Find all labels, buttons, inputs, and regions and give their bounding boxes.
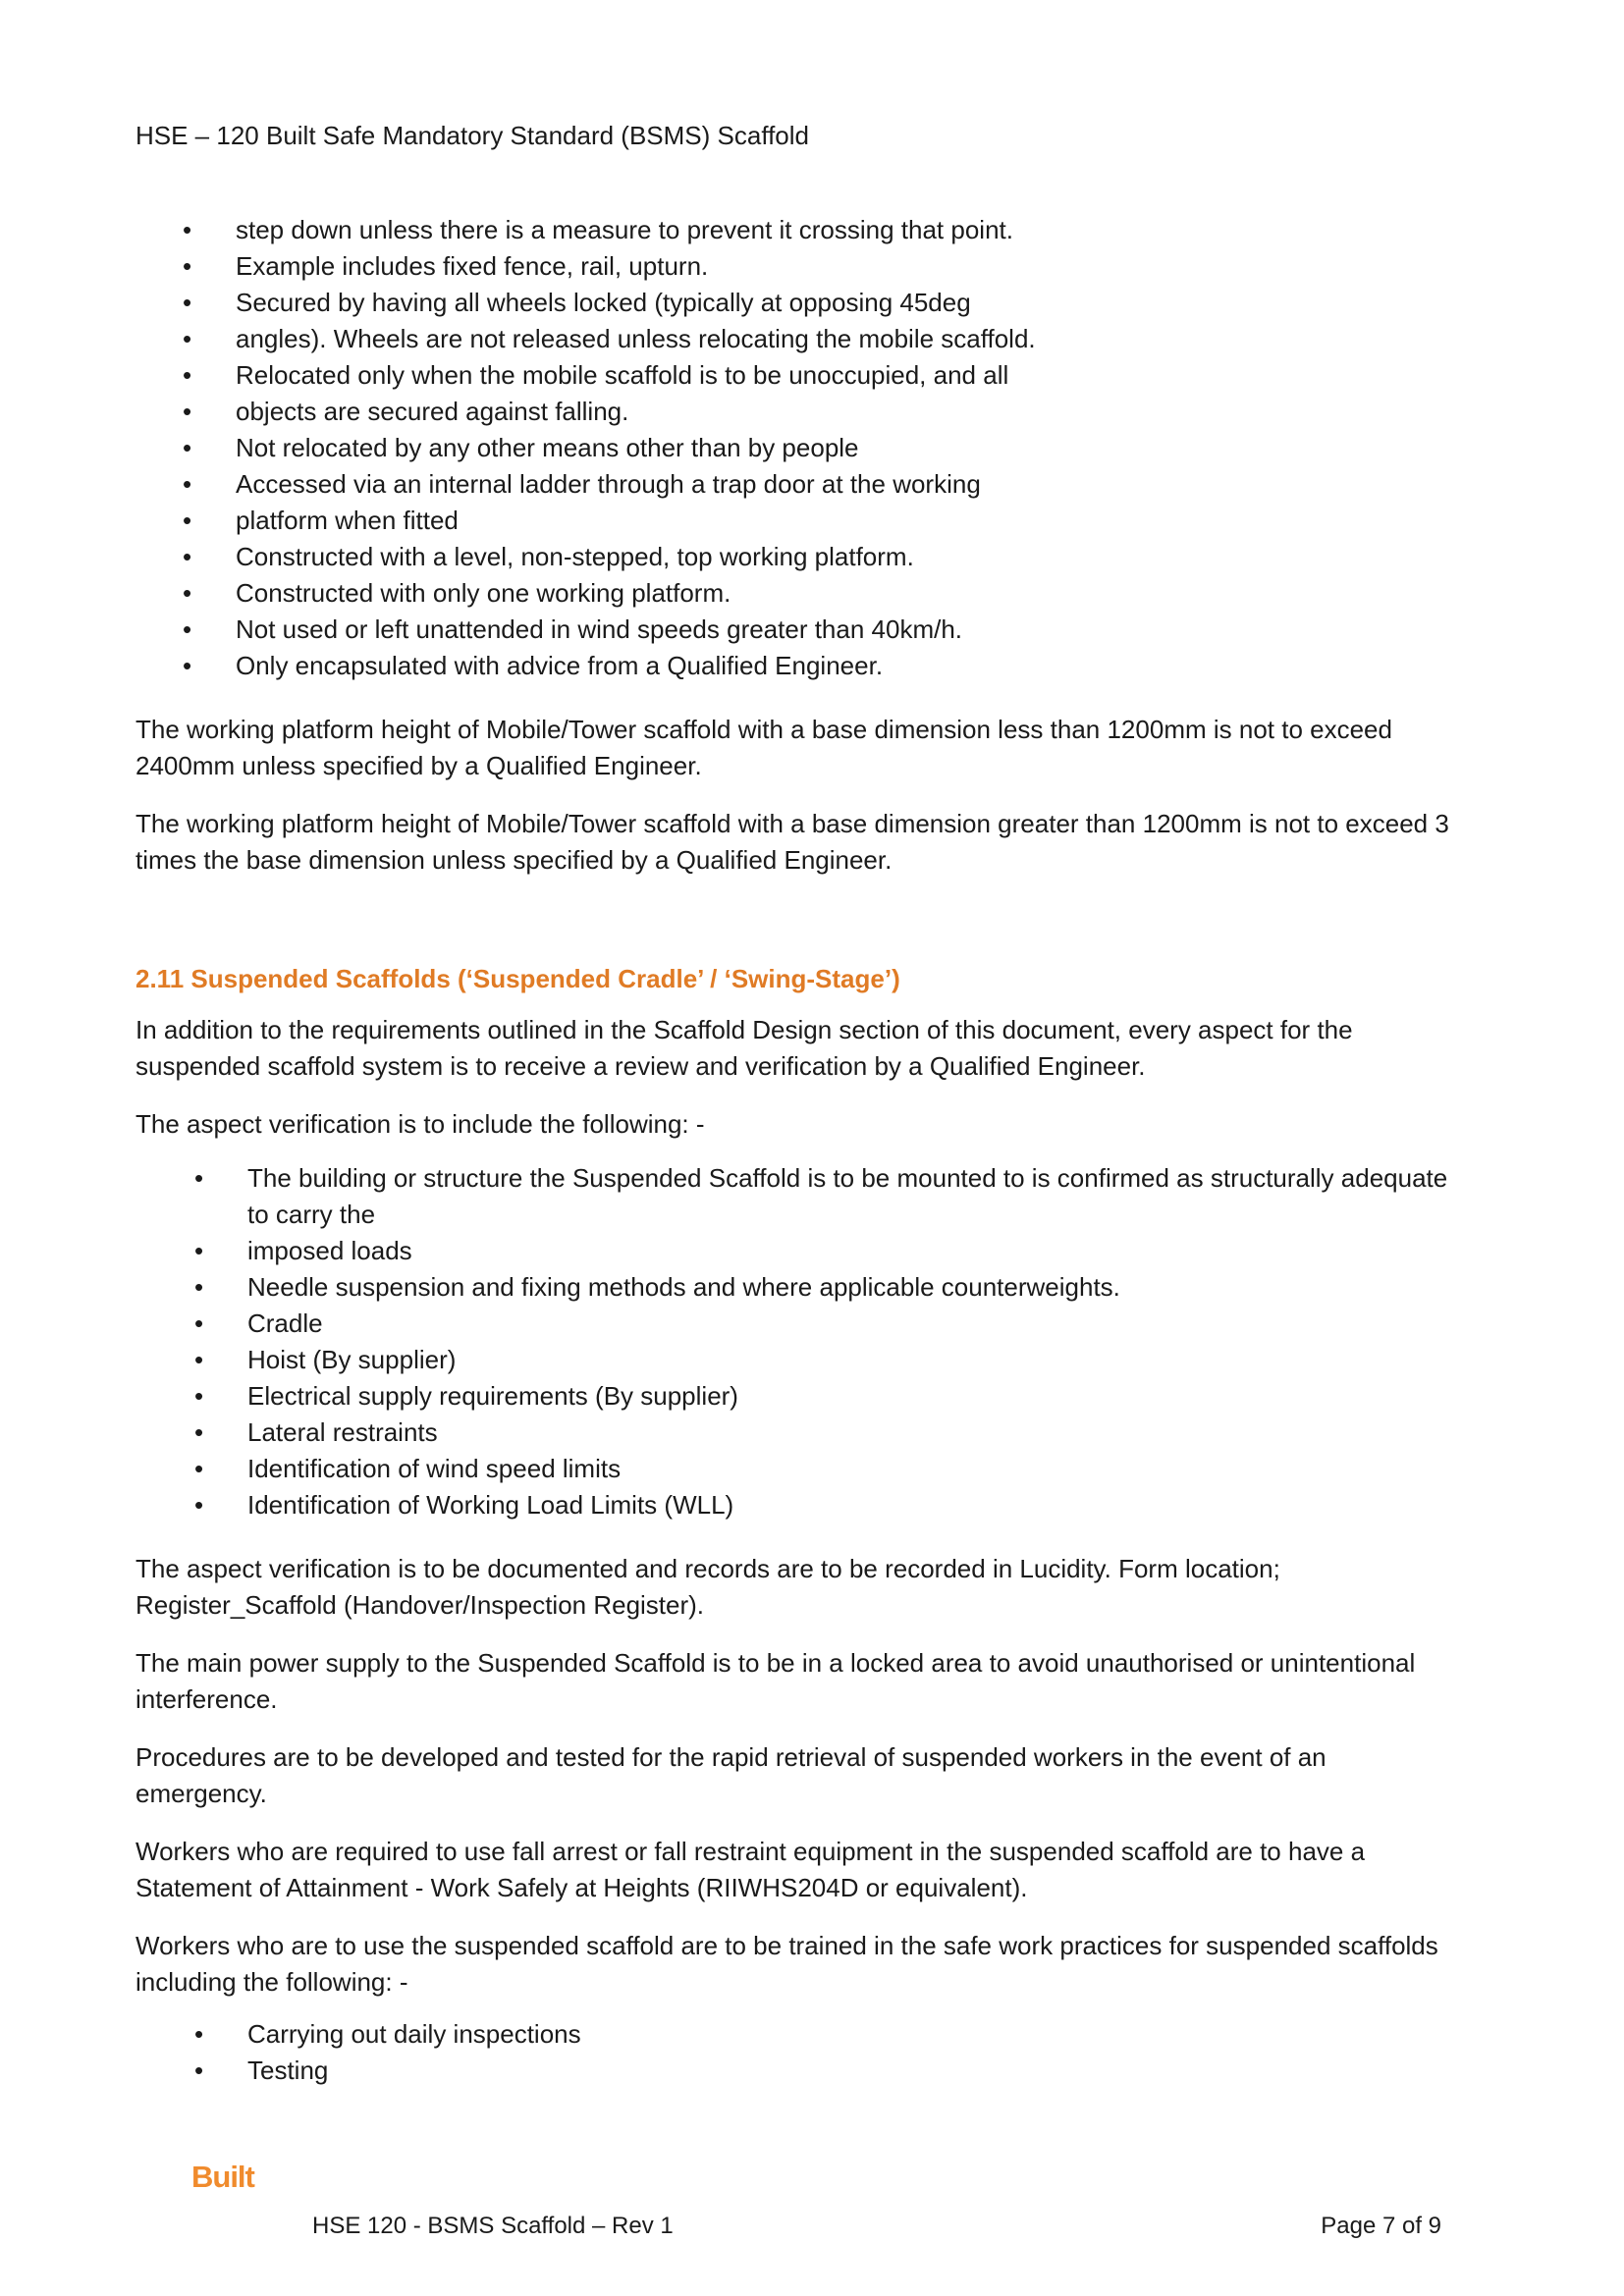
page-header-title: HSE – 120 Built Safe Mandatory Standard (BSMS) Scaffold	[135, 121, 809, 150]
list-item-text: Not relocated by any other means other than by people	[236, 433, 859, 462]
list-item	[135, 1487, 1451, 1523]
bullet-icon: •	[194, 1454, 204, 1483]
list-item	[135, 430, 1451, 466]
list-item-text: step down unless there is a measure to prevent it crossing that point.	[236, 215, 1013, 244]
paragraph-retrieval-procedures: Procedures are to be developed and tested for the rapid retrieval of suspended workers in the event of an emergency.	[135, 1742, 1326, 1808]
section-heading-suspended-scaffolds: 2.11 Suspended Scaffolds (‘Suspended Cradle’ / ‘Swing-Stage’)	[135, 964, 900, 993]
list-item	[135, 648, 1451, 684]
paragraph-aspect-intro: The aspect verification is to include the following: -	[135, 1109, 705, 1139]
bullet-icon: •	[194, 1417, 204, 1447]
paragraph-documentation: The aspect verification is to be documented and records are to be recorded in Lucidity. Form location; Register_Scaffold (Handover/Inspection Register).	[135, 1554, 1280, 1620]
list-item	[135, 575, 1451, 612]
paragraph-intro: In addition to the requirements outlined in the Scaffold Design section of this document, every aspect for the suspended scaffold system is to receive a review and verification by a Qualified Engineer.	[135, 1015, 1353, 1081]
list-item	[135, 1378, 1451, 1415]
list-item	[135, 503, 1451, 539]
bullet-icon: •	[183, 288, 192, 317]
list-item	[135, 1233, 1451, 1269]
list-item-text: Identification of wind speed limits	[247, 1454, 622, 1483]
list-item	[135, 1342, 1451, 1378]
list-item	[135, 248, 1451, 285]
list-item-text: Carrying out daily inspections	[247, 2019, 581, 2049]
list-item	[135, 357, 1451, 394]
list-item-text: Cradle	[247, 1308, 323, 1338]
training-list	[135, 2016, 1451, 2089]
list-item	[135, 394, 1451, 430]
bullet-icon: •	[183, 614, 192, 644]
list-item	[135, 1451, 1451, 1487]
bullet-icon: •	[183, 324, 192, 353]
list-item-text: Secured by having all wheels locked (typically at opposing 45deg	[236, 288, 971, 317]
list-item-text: Testing	[247, 2056, 329, 2085]
list-item-text: Only encapsulated with advice from a Qualified Engineer.	[236, 651, 884, 680]
list-item-text: objects are secured against falling.	[236, 397, 629, 426]
list-item	[135, 1415, 1451, 1451]
paragraph-base-greater-1200: The working platform height of Mobile/Tower scaffold with a base dimension greater than 1200mm is not to exceed 3 times the base dimension unless specified by a Qualified Engineer.	[135, 809, 1449, 875]
bullet-icon: •	[183, 542, 192, 571]
list-item	[135, 1306, 1451, 1342]
list-item-text: Identification of Working Load Limits (WLL)	[247, 1490, 734, 1520]
list-item-text: angles). Wheels are not released unless relocating the mobile scaffold.	[236, 324, 1036, 353]
document-body	[135, 212, 1451, 2089]
list-item	[135, 285, 1451, 321]
paragraph-training: Workers who are to use the suspended scaffold are to be trained in the safe work practices for suspended scaffolds including the following: -	[135, 1931, 1438, 1997]
aspect-verification-list	[135, 1160, 1451, 1523]
list-item-text: Hoist (By supplier)	[247, 1345, 457, 1374]
list-item-text: Constructed with only one working platform.	[236, 578, 731, 608]
bullet-icon: •	[183, 251, 192, 281]
list-item	[135, 1269, 1451, 1306]
list-item-text: Not used or left unattended in wind speeds greater than 40km/h.	[236, 614, 963, 644]
list-item	[135, 1160, 1451, 1233]
list-item	[135, 539, 1451, 575]
list-item	[135, 2016, 1451, 2053]
bullet-icon: •	[194, 1236, 204, 1265]
list-item-text: Example includes fixed fence, rail, upturn.	[236, 251, 709, 281]
bullet-icon: •	[183, 578, 192, 608]
bullet-icon: •	[183, 469, 192, 499]
footer-doc-ref: HSE 120 - BSMS Scaffold – Rev 1	[312, 2213, 674, 2239]
bullet-icon: •	[194, 1490, 204, 1520]
list-item-text: The building or structure the Suspended Scaffold is to be mounted to is confirmed as structurally adequate to carry the	[247, 1163, 1448, 1229]
list-item-text: Needle suspension and fixing methods and where applicable counterweights.	[247, 1272, 1120, 1302]
list-item-text: Accessed via an internal ladder through a trap door at the working	[236, 469, 981, 499]
bullet-icon: •	[183, 215, 192, 244]
list-item-text: Constructed with a level, non-stepped, top working platform.	[236, 542, 914, 571]
list-item-text: Electrical supply requirements (By supplier)	[247, 1381, 738, 1411]
bullet-icon: •	[194, 1272, 204, 1302]
list-item	[135, 321, 1451, 357]
bullet-icon: •	[194, 1163, 204, 1193]
bullet-icon: •	[183, 397, 192, 426]
list-item	[135, 212, 1451, 248]
bullet-icon: •	[183, 506, 192, 535]
paragraph-power-supply: The main power supply to the Suspended Scaffold is to be in a locked area to avoid unauthorised or unintentional interference.	[135, 1648, 1416, 1714]
footer-page-number: Page 7 of 9	[1321, 2213, 1441, 2239]
list-item	[135, 2053, 1451, 2089]
mobile-scaffold-requirements-list	[135, 212, 1451, 684]
list-item-text: platform when fitted	[236, 506, 459, 535]
bullet-icon: •	[194, 2056, 204, 2085]
bullet-icon: •	[183, 360, 192, 390]
list-item-text: Lateral restraints	[247, 1417, 438, 1447]
bullet-icon: •	[194, 1381, 204, 1411]
paragraph-fall-arrest: Workers who are required to use fall arrest or fall restraint equipment in the suspended scaffold are to have a Statement of Attainment - Work Safely at Heights (RIIWHS204D or equivalent).	[135, 1837, 1366, 1902]
bullet-icon: •	[183, 433, 192, 462]
built-logo: Built	[191, 2160, 254, 2194]
list-item	[135, 466, 1451, 503]
list-item-text: imposed loads	[247, 1236, 412, 1265]
bullet-icon: •	[194, 2019, 204, 2049]
bullet-icon: •	[183, 651, 192, 680]
paragraph-base-less-1200: The working platform height of Mobile/Tower scaffold with a base dimension less than 1200mm is not to exceed 2400mm unless specified by a Qualified Engineer.	[135, 715, 1392, 780]
bullet-icon: •	[194, 1308, 204, 1338]
bullet-icon: •	[194, 1345, 204, 1374]
list-item-text: Relocated only when the mobile scaffold is to be unoccupied, and all	[236, 360, 1009, 390]
list-item	[135, 612, 1451, 648]
